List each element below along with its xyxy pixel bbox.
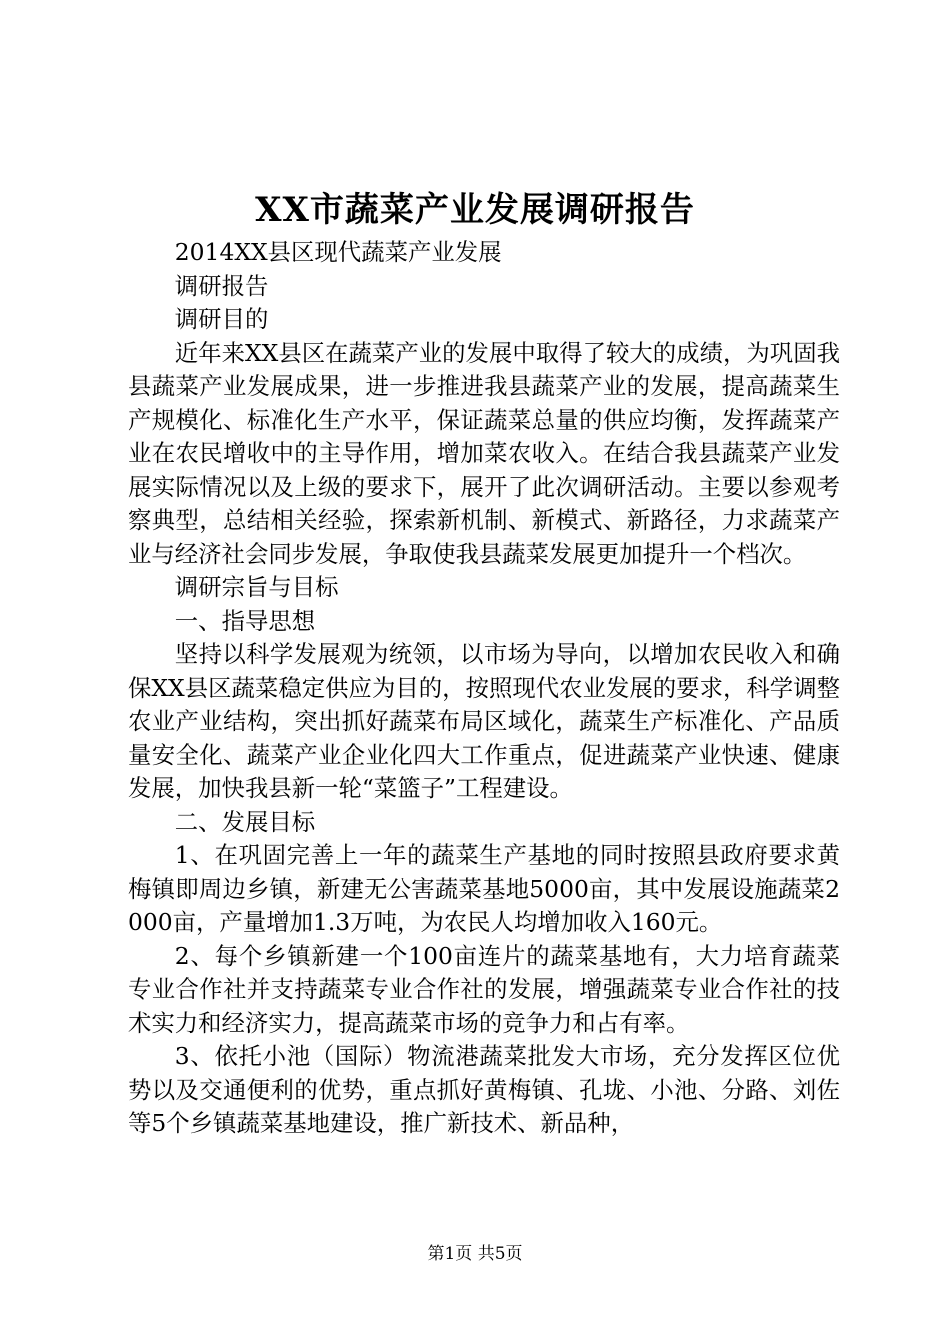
paragraph-guiding-ideology: 坚持以科学发展观为统领，以市场为导向，以增加农民收入和确保XX县区蔬菜稳定供应为目的，按照现代农业发展的要求，科学调整农业产业结构，突出抓好蔬菜布局区域化，蔬菜生产标准化、产品质量安全化、蔬菜产业企业化四大工作重点，促进蔬菜产业快速、健康发展，加快我县新一轮“菜篮子”工程建设。	[128, 640, 840, 802]
paragraph-goal-1: 1、在巩固完善上一年的蔬菜生产基地的同时按照县政府要求黄梅镇即周边乡镇，新建无公害蔬菜基地5000亩，其中发展设施蔬菜2000亩，产量增加1.3万吨，为农民人均增加收入160元。	[128, 841, 840, 936]
heading-guiding-ideology: 一、指导思想	[174, 606, 316, 635]
page-number-footer: 第1页 共5页	[427, 1244, 523, 1264]
document-title: XX市蔬菜产业发展调研报告	[255, 190, 695, 230]
paragraph-goal-2: 2、每个乡镇新建一个100亩连片的蔬菜基地有，大力培育蔬菜专业合作社并支持蔬菜专业合作社的发展，增强蔬菜专业合作社的技术实力和经济实力，提高蔬菜市场的竞争力和占有率。	[128, 941, 840, 1037]
document-body	[128, 236, 840, 1141]
heading-development-goals: 二、发展目标	[174, 807, 316, 836]
paragraph-purpose: 近年来XX县区在蔬菜产业的发展中取得了较大的成绩，为巩固我县蔬菜产业发展成果，进一步推进我县蔬菜产业的发展，提高蔬菜生产规模化、标准化生产水平，保证蔬菜总量的供应均衡，发挥蔬菜产业在农民增收中的主导作用，增加菜农收入。在结合我县蔬菜产业发展实际情况以及上级的要求下，展开了此次调研活动。主要以参观考察典型，总结相关经验，探索新机制、新模式、新路径，力求蔬菜产业与经济社会同步发展，争取使我县蔬菜发展更加提升一个档次。	[128, 338, 840, 568]
heading-purpose: 调研目的	[174, 305, 269, 333]
paragraph-report-label: 调研报告	[174, 271, 269, 300]
paragraph-subtitle: 2014XX县区现代蔬菜产业发展	[174, 238, 502, 266]
heading-aims: 调研宗旨与目标	[174, 573, 339, 601]
paragraph-goal-3: 3、依托小池（国际）物流港蔬菜批发大市场，充分发挥区位优势以及交通便利的优势，重点抓好黄梅镇、孔垅、小池、分路、刘佐等5个乡镇蔬菜基地建设，推广新技术、新品种，	[128, 1042, 840, 1137]
